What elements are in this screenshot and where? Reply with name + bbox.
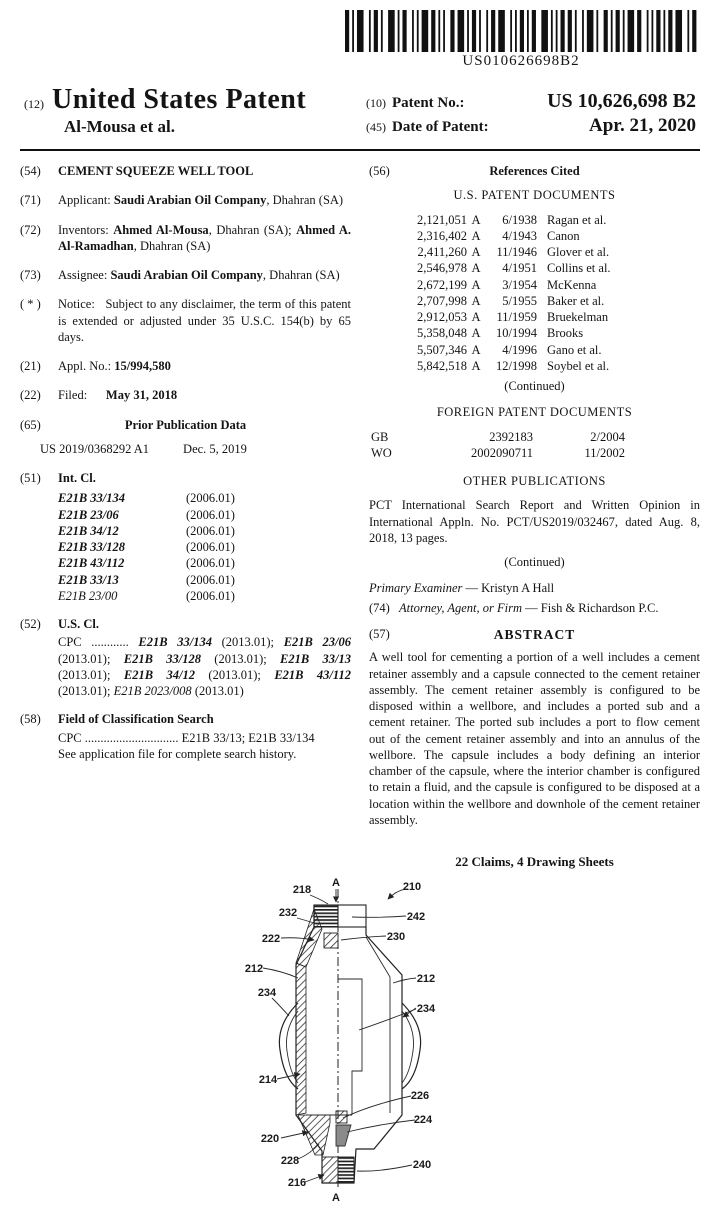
field-51-num: (51) [20,471,41,485]
int-cl-code: E21B 34/12 [58,523,119,538]
citation-name: Canon [547,228,580,243]
citation-row [397,358,700,374]
citation-kind: A [471,293,481,308]
leader-220 [281,1132,308,1138]
kind-code-12: (12) [24,97,44,111]
figure-ref-228: 228 [280,1154,300,1167]
foreign-number: 2392183 [489,429,533,444]
figure-ref-224: 224 [413,1113,433,1126]
leader-212-right [393,978,416,983]
citation-row [397,325,700,341]
figure-block-230 [324,933,338,948]
citation-number: 5,358,048 [417,326,467,341]
figure-ref-234: 234 [416,1002,436,1015]
figure-threaded-cap [314,905,338,927]
figure-ref-212: 212 [244,962,264,975]
filed-value: May 31, 2018 [105,388,178,403]
leader-230 [341,936,386,940]
citation-kind: A [471,342,481,357]
int-cl-row [58,555,351,571]
invention-title: CEMENT SQUEEZE WELL TOOL [58,164,254,178]
foreign-number: 2002090711 [470,445,533,460]
header-divider [20,149,700,151]
figure-tip-threads [338,1157,354,1183]
citation-kind: A [471,277,481,292]
citation-number: 2,121,051 [417,212,467,227]
applicant-entry [20,192,351,208]
citation-number: 2,316,402 [417,228,467,243]
prior-pub-date: Dec. 5, 2019 [183,441,247,456]
int-cl-code: E21B 23/00 [58,588,118,603]
other-publications-text: PCT International Search Report and Written Opinion in International Appln. No. PCT/US2019/032467, dated Aug. 8, 2018, 13 pages. [369,498,700,545]
primary-examiner-label: Primary Examiner [369,581,463,596]
patent-drawing [20,875,700,1207]
field-56-num: (56) [369,164,390,178]
assignee-entry [20,267,351,283]
references-heading-row [369,163,700,179]
citation-kind: A [471,261,481,276]
foreign-date: 11/2002 [584,445,625,460]
figure-ref-232: 232 [278,906,298,919]
well-tool-figure [235,875,485,1207]
int-cl-entry [20,470,351,486]
citation-name: Collins et al. [547,261,611,276]
citation-number: 2,912,053 [417,310,467,324]
inventor-short-name: Al-Mousa et al. [64,117,175,136]
left-column [20,163,351,871]
figure-hatched-wall [296,963,306,1115]
inventor-1-location: , Dhahran (SA); [208,222,297,237]
barcode-icon [341,10,701,52]
us-cl-heading: U.S. Cl. [58,617,99,631]
citation-row [397,342,700,358]
citation-date: 11/1959 [496,310,537,324]
field-star-num: ( * ) [20,297,41,312]
int-cl-table [58,490,351,604]
assignee-label: Assignee: [58,268,108,282]
int-cl-row [58,507,351,523]
citation-row [397,293,700,309]
assignee-text [58,267,351,283]
int-cl-code: E21B 23/06 [58,507,119,522]
claims-line: 22 Claims, 4 Drawing Sheets [455,854,614,870]
attorney-wrap [399,600,659,616]
foreign-citations-table [371,429,700,462]
references-heading: References Cited [489,164,580,178]
figure-ref-A: A [332,1191,340,1204]
citation-name: Glover et al. [547,245,610,259]
citation-kind: A [471,228,481,243]
header-left [24,84,306,139]
kind-code-10: (10) [366,96,386,110]
citation-number: 2,546,978 [417,261,467,276]
figure-ref-A: A [332,876,340,889]
citation-row [397,260,700,276]
applicant-location: , Dhahran (SA) [266,193,344,208]
foreign-citation-row [371,445,700,461]
int-cl-version: (2006.01) [186,540,235,554]
leader-234-left [272,998,289,1016]
citation-date: 11/1946 [496,245,537,259]
foreign-patent-documents-heading: FOREIGN PATENT DOCUMENTS [436,405,633,420]
other-publications-heading: OTHER PUBLICATIONS [463,474,606,488]
barcode-block [338,10,704,70]
int-cl-code: E21B 43/112 [58,556,125,571]
field-search-entry [20,711,351,727]
primary-examiner-line [369,580,700,596]
filed-label: Filed: [58,388,88,403]
citation-name: Brooks [547,326,584,341]
inventors-label: Inventors: [58,222,109,237]
header-right [366,84,696,139]
field-52-num: (52) [20,617,41,631]
int-cl-version: (2006.01) [186,523,235,538]
assignee-location: , Dhahran (SA) [262,268,340,282]
citation-kind: A [471,358,481,373]
appl-no-label: Appl. No.: [58,359,112,373]
citation-date: 3/1954 [502,277,537,292]
field-74-num: (74) [369,600,390,615]
int-cl-version: (2006.01) [186,507,235,522]
citation-number: 5,507,346 [417,342,467,357]
us-citations-continued: (Continued) [504,379,565,393]
us-citations-table [397,212,700,375]
int-cl-row [58,490,351,506]
figure-ref-240: 240 [412,1158,432,1171]
us-cl-entry [20,616,351,632]
prior-pub-heading: Prior Publication Data [124,417,247,432]
attorney-label: Attorney, Agent, or Firm [399,600,523,615]
field-71-num: (71) [20,193,41,208]
citation-date: 6/1938 [502,212,537,227]
appl-no-wrap [58,358,351,374]
citation-kind: A [471,310,481,324]
citation-date: 4/1951 [502,261,537,276]
citation-number: 2,707,998 [417,293,467,308]
patent-no-value: US 10,626,698 B2 [547,90,696,112]
int-cl-version: (2006.01) [186,491,235,506]
int-cl-code: E21B 33/13 [58,572,119,587]
figure-cap-right [338,905,366,927]
figure-inner-chamber [338,979,362,1115]
inventor-2-name: Ahmed A. Al-Ramadhan [58,222,351,253]
int-cl-heading: Int. Cl. [58,471,96,485]
applicant-label: Applicant: [58,193,111,208]
citation-row [397,277,700,293]
int-cl-row [58,523,351,539]
citation-number: 5,842,518 [417,358,467,373]
field-73-num: (73) [20,268,41,282]
figure-ref-218: 218 [292,883,312,896]
int-cl-row [58,572,351,588]
foreign-citation-row [371,429,700,445]
filed-entry [20,387,351,403]
citation-name: Soybel et al. [547,358,610,373]
int-cl-version: (2006.01) [186,556,235,571]
figure-ref-220: 220 [260,1132,280,1145]
figure-ref-242: 242 [406,910,426,923]
figure-ref-216: 216 [287,1176,307,1189]
leader-212-left [263,968,298,978]
appl-no-value: 15/994,580 [114,359,171,373]
citation-number: 2,411,260 [417,245,467,259]
citation-row [397,228,700,244]
attorney-line [369,600,700,616]
notice-entry [20,296,351,345]
bibliographic-columns [20,163,700,871]
field-search-note: See application file for complete search history. [58,746,297,761]
us-patent-documents-heading: U.S. PATENT DOCUMENTS [453,188,616,203]
int-cl-row [58,588,351,604]
notice-label: Notice: [58,297,95,312]
int-cl-version: (2006.01) [186,588,235,603]
field-search-heading: Field of Classification Search [58,712,214,727]
leader-218 [310,895,328,904]
figure-inner-right-wall [366,937,390,1113]
leader-226 [343,1096,411,1118]
citation-kind: A [471,326,481,341]
applicant-name: Saudi Arabian Oil Company [113,193,267,208]
citation-name: Gano et al. [547,342,602,357]
figure-ref-222: 222 [261,932,281,945]
int-cl-version: (2006.01) [186,572,235,587]
figure-ref-226: 226 [410,1089,430,1102]
citation-name: Baker et al. [547,293,605,308]
citation-date: 12/1998 [496,358,537,373]
us-cl-cpc-text: CPC ............ E21B 33/134 (2013.01); E21B 23/06 (2013.01); E21B 33/128 (2013.01); E21B 33/13 (2013.01); E21B 34/12 (2013.01); E21B 43/112 (2013.01); E21B 2023/008 (2013.01) [58,635,351,698]
figure-block-224 [336,1125,351,1146]
primary-examiner-value: — Kristyn A Hall [465,581,555,596]
date-of-patent-label: Date of Patent: [392,119,489,135]
int-cl-row [58,539,351,555]
citation-date: 4/1996 [502,342,537,357]
inventor-1-name: Ahmed Al-Mousa [113,222,209,237]
field-58-num: (58) [20,712,41,727]
other-publications-continued: (Continued) [504,555,565,569]
field-22-num: (22) [20,388,41,403]
foreign-country: GB [371,429,389,444]
leader-216 [305,1175,324,1182]
attorney-value: — Fish & Richardson P.C. [525,600,659,615]
page-title: United States Patent [52,84,307,115]
inventors-text [58,222,351,255]
prior-pub-heading-row [20,417,351,433]
appl-no-entry [20,358,351,374]
citation-name: McKenna [547,277,597,292]
inventors-entry [20,222,351,255]
abstract-heading-row [369,626,700,644]
assignee-name: Saudi Arabian Oil Company [110,268,263,282]
citation-number: 2,672,199 [417,277,467,292]
figure-ref-234: 234 [257,986,277,999]
figure-tip-left [322,1157,338,1183]
notice-text-wrap [58,296,351,345]
citation-date: 10/1994 [496,326,537,341]
citation-kind: A [471,245,481,259]
foreign-country: WO [371,445,392,460]
figure-ref-230: 230 [386,930,406,943]
citation-date: 5/1955 [502,293,537,308]
kind-code-45: (45) [366,120,386,134]
prior-pub-number: US 2019/0368292 A1 [40,441,150,456]
int-cl-code: E21B 33/134 [58,491,126,506]
abstract-heading: ABSTRACT [493,626,576,642]
field-65-num: (65) [20,417,41,432]
field-57-num: (57) [369,626,390,641]
citation-row [397,212,700,228]
leader-240 [357,1165,412,1171]
figure-ref-210: 210 [402,880,422,893]
figure-right-loop-inner [402,1011,414,1083]
foreign-date: 2/2004 [590,429,625,444]
figure-ref-214: 214 [258,1073,278,1086]
citation-date: 4/1943 [502,228,537,243]
citation-kind: A [471,212,481,227]
citation-row [397,309,700,325]
header [20,84,700,139]
patent-no-label: Patent No.: [392,95,465,111]
citation-row [397,244,700,260]
abstract-text: A well tool for cementing a portion of a well includes a cement retainer assembly and a capsule connected to the cement retainer assembly. The cement retainer assembly is configured to be disposed within a wellbore, and includes a ported sub and a cement retainer. The ported sub includes a port to flow cement out of the cement retainer assembly and into an annulus of the wellbore. The capsule includes a body defining an interior chamber of the capsule, where the interior chamber is configured to retain a fluid, and the capsule is configured to be disposed at a location within the wellbore and downhole of the cement retainer assembly. [369,650,700,827]
leader-224 [347,1120,415,1132]
int-cl-code: E21B 33/128 [58,540,126,554]
barcode-text: US010626698B2 [462,53,580,69]
citation-name: Bruekelman [547,310,609,324]
field-search-cpc: CPC .............................. E21B 33/13; E21B 33/134 [58,730,315,745]
filed-wrap [58,387,351,403]
citation-name: Ragan et al. [547,212,607,227]
prior-pub-line [40,441,351,457]
field-21-num: (21) [20,359,41,373]
invention-title-entry [20,163,351,179]
field-54-num: (54) [20,164,41,178]
field-72-num: (72) [20,222,41,237]
applicant-text [58,192,351,208]
figure-ref-212: 212 [416,972,436,985]
notice-text: Subject to any disclaimer, the term of this patent is extended or adjusted under 35 U.S.C. 154(b) by 65 days. [58,297,351,344]
right-column [369,163,700,871]
inventor-2-location: , Dhahran (SA) [133,238,211,253]
date-of-patent-value: Apr. 21, 2020 [589,115,696,136]
